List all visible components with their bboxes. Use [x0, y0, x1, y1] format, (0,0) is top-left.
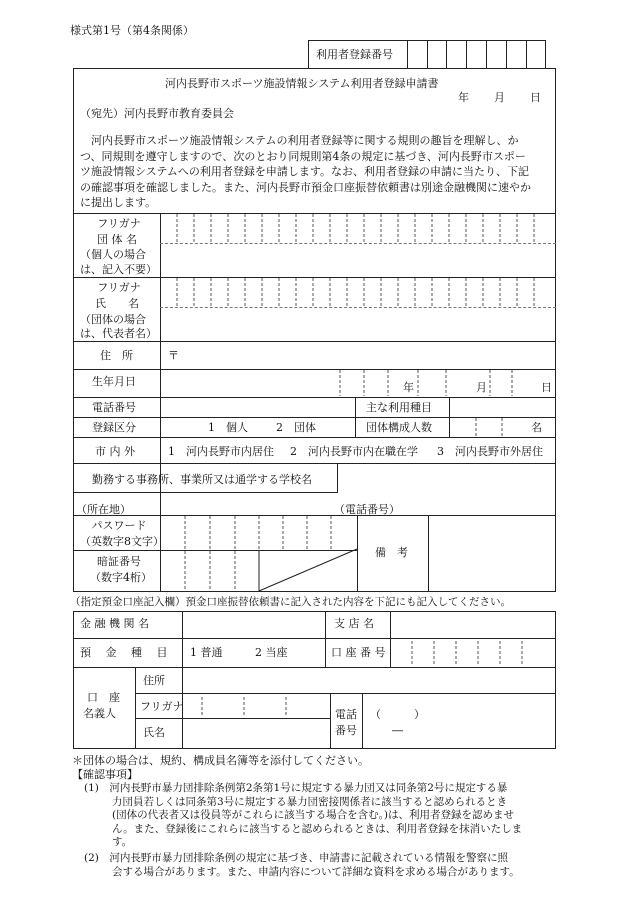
branch-label: 支 店 名: [334, 617, 374, 630]
form-number: 様式第1号（第4条関係）: [70, 24, 194, 37]
pin-hint: （数字4桁）: [90, 571, 152, 584]
holder-address-label: 住所: [143, 674, 165, 687]
registration-option-group[interactable]: 2 団体: [276, 421, 316, 434]
holder-name-label: 氏名: [143, 726, 165, 739]
financial-institution-input[interactable]: [183, 612, 324, 637]
confirmation-heading: 【確認事項】: [72, 768, 138, 781]
main-use-label: 主な利用種目: [366, 401, 432, 414]
password-label: パスワード: [91, 519, 147, 532]
account-number-input[interactable]: [391, 640, 555, 666]
intro-text: 河内長野市スポーツ施設情報システムの利用者登録等に関する規則の趣旨を理解し、か つ、同規則を遵守しますので、次のとおり同規則第4条の規定に基づき、河内長野市スポー ツ施設情報システムへの利用者登録を申請します。なお、利用者登録の申請に当たり、下記 の確認事項を確認しました。また、河内長野市預金口座振替依頼書は別途金融機関に速やか に提出します。: [80, 134, 531, 209]
residence-option-3[interactable]: 3 河内長野市外居住: [437, 445, 543, 458]
deposit-type-checking[interactable]: 2 当座: [255, 646, 288, 659]
birth-day: 日: [541, 381, 552, 394]
holder-phone-area-code[interactable]: （ ）: [370, 708, 425, 721]
confirmation-item-2: (2) 河内長野市暴力団排除条例の規定に基づき、申請書に記載されている情報を警察に照 会する場合があります。また、申請内容について詳細な資料を求める場合があります。: [84, 852, 520, 878]
account-holder-label: 口 座: [87, 691, 120, 704]
group-note-2: は、記入不要）: [80, 263, 157, 276]
holder-phone-label-2: 番号: [335, 724, 357, 737]
financial-institution-label: 金 融 機 関 名: [80, 617, 149, 630]
holder-name-input[interactable]: [183, 719, 329, 748]
residence-option-1[interactable]: 1 河内長野市内居住: [168, 445, 274, 458]
birth-month: 月: [476, 381, 487, 394]
deposit-type-ordinary[interactable]: 1 普通: [190, 646, 223, 659]
date-year: 年: [458, 91, 469, 104]
date-day: 日: [530, 91, 541, 104]
password-hint: （英数字8文字）: [80, 535, 164, 548]
name-kana-label: フリガナ: [97, 281, 141, 294]
pin-label: 暗証番号: [97, 555, 141, 568]
name-note: （団体の場合: [80, 313, 146, 326]
name-label: 氏 名: [95, 297, 139, 310]
member-count-unit: 名: [531, 421, 542, 434]
holder-kana-input[interactable]: [183, 694, 329, 717]
phone-label: 電話番号: [92, 401, 136, 414]
date-month: 月: [494, 91, 505, 104]
remarks-label: 備 考: [375, 546, 408, 559]
addressee: （宛先）河内長野市教育委員会: [80, 107, 234, 120]
registration-number-label: 利用者登録番号: [316, 48, 393, 61]
registration-type-label: 登録区分: [92, 421, 136, 434]
holder-phone-separator: ―: [392, 724, 403, 737]
birth-date-label: 生年月日: [92, 375, 136, 388]
registration-option-individual[interactable]: 1 個人: [208, 421, 248, 434]
group-name-label: 団 体 名: [97, 233, 137, 246]
postal-mark: 〒: [168, 349, 179, 362]
workplace-label: 勤務する事務所、事業所又は通学する学校名: [92, 473, 312, 486]
deposit-type-label: 預 金 種 目: [80, 646, 168, 659]
member-count-label: 団体構成人数: [366, 421, 432, 434]
holder-address-input[interactable]: [183, 668, 555, 692]
holder-phone-label: 電話: [335, 708, 357, 721]
branch-input[interactable]: [391, 612, 555, 637]
bank-section-note: （指定預金口座記入欄）預金口座振替依頼書に記入された内容を下記にも記入してください。: [70, 596, 511, 608]
name-note-2: は、代表者名）: [80, 327, 157, 340]
group-kana-label: フリガナ: [97, 217, 141, 230]
account-holder-label-2: 名義人: [83, 707, 116, 720]
group-attachment-note: ＊団体の場合は、規約、構成員名簿等を添付してください。: [72, 754, 369, 767]
form-title: 河内長野市スポーツ施設情報システム利用者登録申請書: [165, 77, 439, 90]
birth-year: 年: [403, 381, 414, 394]
work-phone-label: （電話番号）: [334, 503, 400, 516]
holder-kana-label: フリガナ: [140, 700, 184, 713]
location-label: （所在地）: [76, 503, 131, 516]
account-number-label: 口 座 番 号: [331, 646, 386, 659]
confirmation-item-1: (1) 河内長野市暴力団排除条例第2条第1号に規定する暴力団又は同条第2号に規定する暴 力団員若しくは同条第3号に規定する暴力団密接関係者に該当すると認められるとき (団体の代表者又は役員等がこれらに該当する場合を含む。)は、利用者登録を認めませ ん。また、登録後にこれらに該当すると認められるときは、利用者登録を抹消いたしま す。: [84, 782, 523, 848]
group-note: （個人の場合: [80, 248, 146, 261]
residence-label: 市 内 外: [95, 445, 135, 458]
address-label: 住 所: [100, 349, 133, 362]
residence-option-2[interactable]: 2 河内長野市内在職在学: [290, 445, 418, 458]
